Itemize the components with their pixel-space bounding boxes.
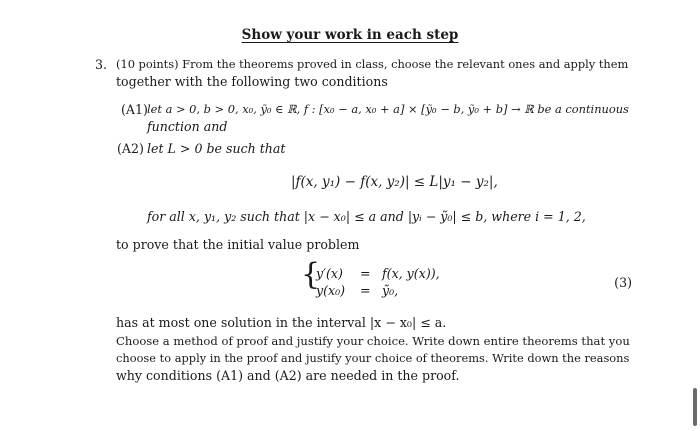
intro-line-1: (10 points) From the theorems proved in class, choose the relevant ones and apply them (116, 57, 629, 71)
condition-a1-text-2: function and (147, 119, 228, 134)
for-all-clause: for all x, y₁, y₂ such that |x − x₀| ≤ a and |yᵢ − ỹ₀| ≤ b, where i = 1, 2, (147, 209, 586, 224)
instructions-line-3: why conditions (A1) and (A2) are needed in the proof. (116, 368, 460, 383)
intro-line-2: together with the following two conditions (116, 74, 388, 89)
instructions-line-2: choose to apply in the proof and justify your choice of theorems. Write down the reasons (116, 351, 630, 365)
condition-a1-label: (A1) (121, 102, 148, 117)
header (0, 27, 700, 44)
condition-a1-text-1: let a > 0, b > 0, x₀, ỹ₀ ∈ ℝ, f : [x₀ − a, x₀ + a] × [ỹ₀ − b, ỹ₀ + b] → ℝ be a continuous (147, 102, 629, 116)
instructions-line-1: Choose a method of proof and justify your choice. Write down entire theorems that you (116, 334, 630, 348)
equation-number: (3) (614, 275, 632, 290)
ivp-rhs-1: f(x, y(x)), (382, 266, 440, 281)
problem-number: 3. (95, 57, 108, 72)
condition-a2-label: (A2) (117, 141, 144, 156)
header-title: Show your work in each step (241, 27, 459, 43)
to-prove-text: to prove that the initial value problem (116, 237, 360, 252)
ivp-eq-2: = (360, 283, 371, 298)
lipschitz-inequality: |f(x, y₁) − f(x, y₂)| ≤ L|y₁ − y₂|, (291, 174, 498, 190)
vertical-scrollbar[interactable] (693, 388, 697, 426)
at-most-one-solution: has at most one solution in the interval |x − x₀| ≤ a. (116, 315, 447, 330)
left-brace: { (301, 257, 321, 292)
ivp-lhs-1: y′(x) (316, 266, 343, 281)
condition-a2-text: let L > 0 be such that (147, 141, 286, 156)
ivp-eq-1: = (360, 266, 371, 281)
ivp-rhs-2: ỹ₀, (382, 283, 399, 298)
ivp-lhs-2: y(x₀) (316, 283, 346, 298)
